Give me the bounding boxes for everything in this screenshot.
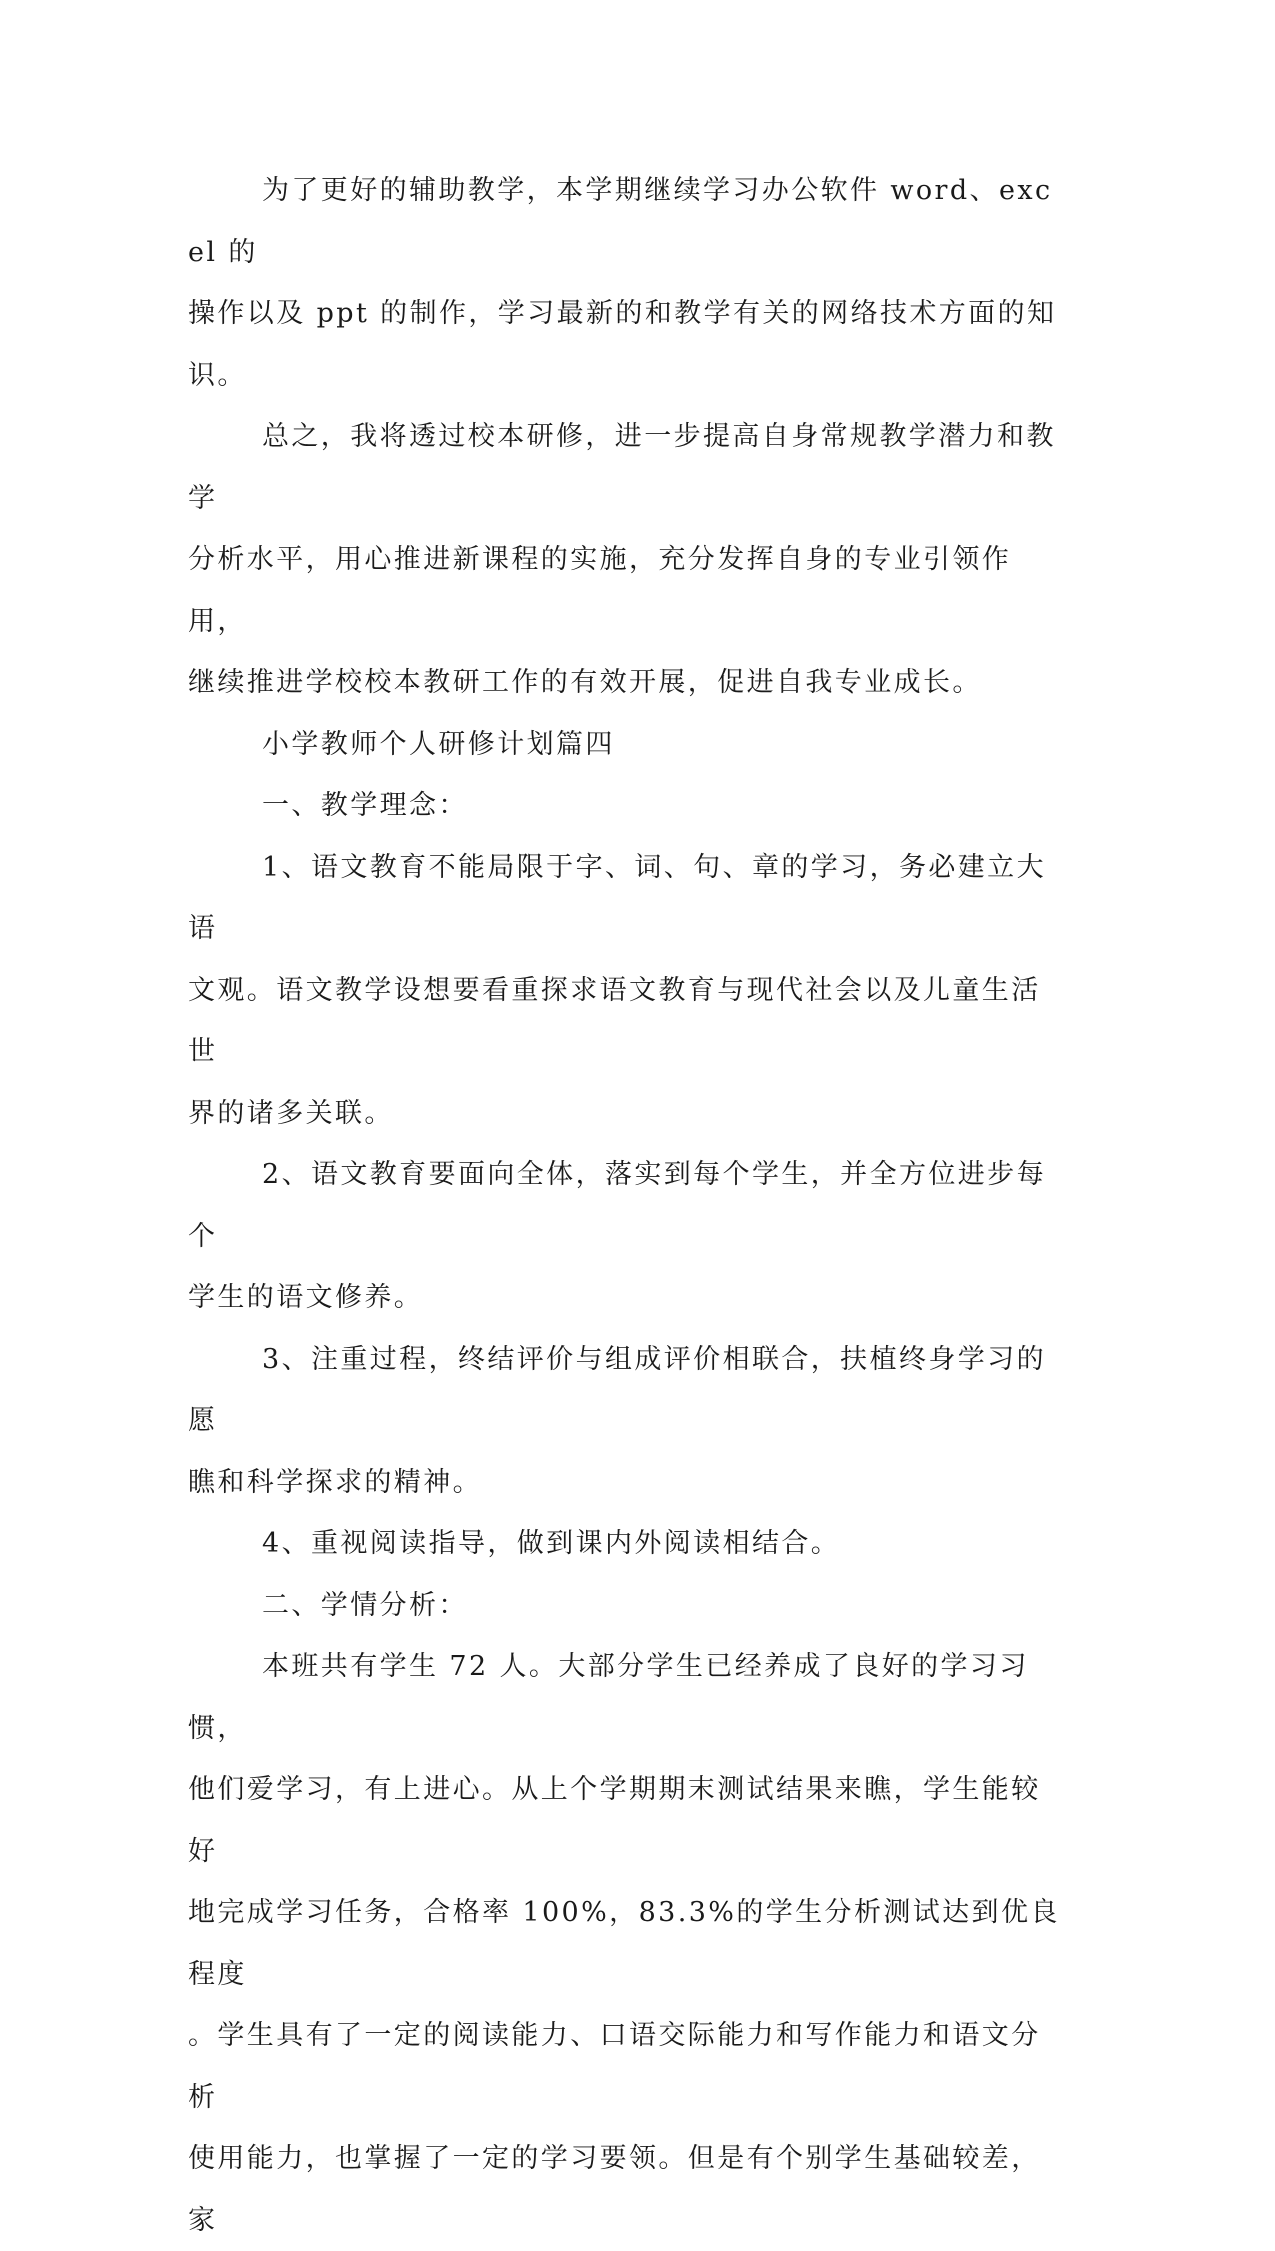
heading-teaching-concept: 一、教学理念：	[262, 790, 468, 821]
section-title: 小学教师个人研修计划篇四	[262, 728, 615, 760]
heading-student-analysis: 二、学情分析：	[262, 1589, 468, 1621]
paragraph-concept-4: 4、重视阅读指导，做到课内外阅读相结合。	[262, 1528, 841, 1559]
paragraph-concept-3: 3、注重过程，终结评价与组成评价相联合，扶植终身学习的愿 瞧和科学探求的精神。	[188, 1343, 1046, 1498]
paragraph-student-analysis: 本班共有学生 72 人。大部分学生已经养成了良好的学习习惯， 他们爱学习，有上进心。从上个学期期末测试结果来瞧，学生能较好 地完成学习任务，合格率 100%，83.3%的学生分析测试达到优良程度 。学生具有了一定的阅读能力、口语交际能力和写作能力和语文分析 使用能力，也掌握了一定的学习要领。但是有个别学生基础较差，家	[188, 1651, 1060, 2236]
paragraph-summary: 总之，我将透过校本研修，进一步提高自身常规教学潜力和教学 分析水平，用心推进新课程的实施，充分发挥自身的专业引领作用， 继续推进学校校本教研工作的有效开展，促进自我专业成长。	[188, 421, 1056, 698]
paragraph-concept-2: 2、语文教育要面向全体，落实到每个学生，并全方位进步每个 学生的语文修养。	[188, 1159, 1046, 1313]
document-body	[188, 160, 1068, 2251]
paragraph-office-software: 为了更好的辅助教学，本学期继续学习办公软件 word、excel 的 操作以及 ppt 的制作，学习最新的和教学有关的网络技术方面的知识。	[188, 175, 1057, 391]
paragraph-concept-1: 1、语文教育不能局限于字、词、句、章的学习，务必建立大语 文观。语文教学设想要看重探求语文教育与现代社会以及儿童生活世 界的诸多关联。	[188, 851, 1046, 1129]
